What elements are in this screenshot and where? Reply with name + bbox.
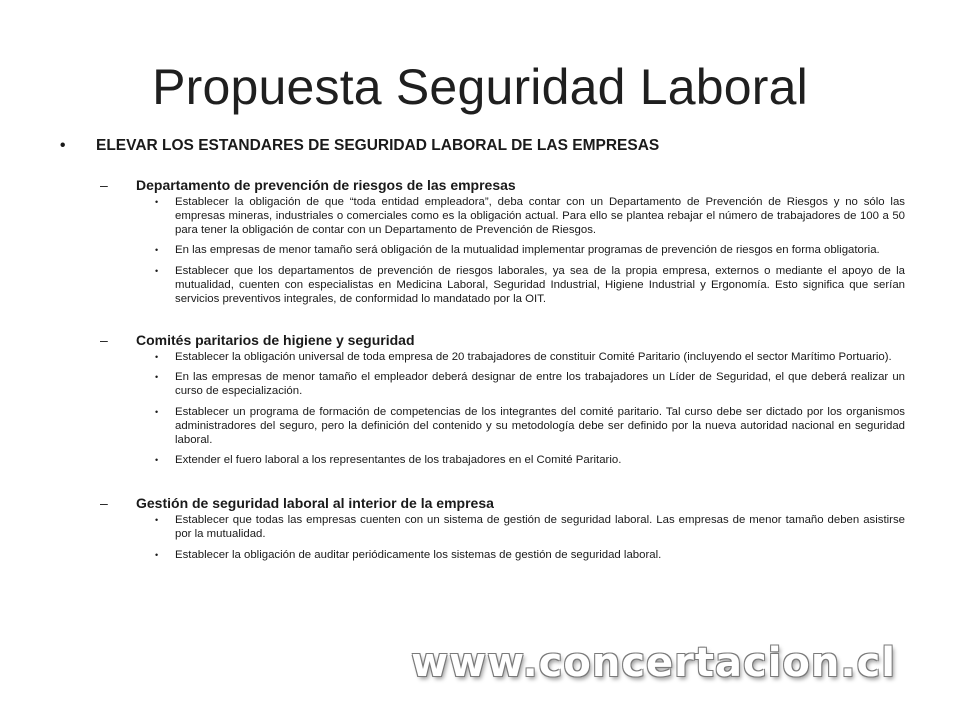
bullet-dot-icon: • [155,351,159,362]
slide-body [60,136,905,563]
slide-title: Propuesta Seguridad Laboral [152,59,808,115]
list-item-text: Establecer que todas las empresas cuenten con un sistema de gestión de seguridad laboral. Las empresas de menor tamaño deben asistirse por la mutualidad. [175,514,905,540]
main-bullet-text: ELEVAR LOS ESTANDARES DE SEGURIDAD LABORAL DE LAS EMPRESAS [96,137,660,154]
bullet-dot-icon: • [155,245,159,256]
list-item-text: Extender el fuero laboral a los representantes de los trabajadores en el Comité Paritario. [175,454,622,467]
main-bullet [60,136,905,156]
footer-url: www.concertacion.cl [411,640,896,686]
bullet-dot-icon: • [60,137,66,154]
list-item-text: Establecer un programa de formación de competencias de los integrantes del comité paritario. Tal curso debe ser dictado por los organismos administradores del seguro, pero la definición del contenido y su metodología debe ser definido por la nueva autoridad nacional en seguridad laboral. [175,405,905,446]
list-item-text: Establecer la obligación de auditar periódicamente los sistemas de gestión de seguridad laboral. [175,548,662,561]
list-item-text: En las empresas de menor tamaño será obligación de la mutualidad implementar programas de prevención de riesgos en forma obligatoria. [175,244,880,257]
section-heading [60,331,905,349]
list-item [60,351,905,365]
list-item [60,196,905,237]
bullet-dot-icon: • [155,266,159,277]
dash-icon: – [100,177,108,193]
list-item [60,514,905,542]
section-heading [60,494,905,512]
section-heading-text: Departamento de prevención de riesgos de las empresas [136,177,516,193]
list-item-text: Establecer la obligación de que “toda entidad empleadora”, deba contar con un Departamento de Prevención de Riesgos y no sólo las empresas mineras, industriales o comerciales como es la obligación actual. Para ello se plantea rebajar el número de trabajadores de 100 a 50 para tener la obligación de contar con un Departamento de Prevención de Riesgos. [175,196,905,236]
bullet-dot-icon: • [155,549,159,560]
list-item [60,265,905,306]
list-item [60,549,905,563]
bullet-dot-icon: • [155,197,159,207]
list-item [60,244,905,258]
bullet-dot-icon: • [155,406,159,417]
dash-icon: – [100,495,108,512]
bullet-dot-icon: • [155,515,159,526]
list-item-text: Establecer que los departamentos de prevención de riesgos laborales, ya sea de la propia empresa, externos o mediante el apoyo de la mutualidad, cuenten con especialistas en Medicina Laboral, Seguridad Industrial, Higiene Industrial y Ergonomía. Esto significa que serían servicios preventivos integrales, de conformidad lo mandatado por la OIT. [175,265,905,305]
dash-icon: – [100,331,108,348]
list-item [60,454,905,468]
list-item-text: Establecer la obligación universal de toda empresa de 20 trabajadores de constituir Comité Paritario (incluyendo el sector Marítimo Portuario). [175,350,892,363]
list-item-text: En las empresas de menor tamaño el empleador deberá designar de entre los trabajadores un Líder de Seguridad, el que deberá realizar un curso de especialización. [175,371,905,398]
list-item [60,406,905,447]
section-heading-text: Comités paritarios de higiene y seguridad [136,331,415,348]
bullet-dot-icon: • [155,455,159,466]
bullet-dot-icon: • [155,372,159,383]
section-heading [60,176,905,194]
section-heading-text: Gestión de seguridad laboral al interior de la empresa [136,495,494,512]
list-item [60,371,905,399]
